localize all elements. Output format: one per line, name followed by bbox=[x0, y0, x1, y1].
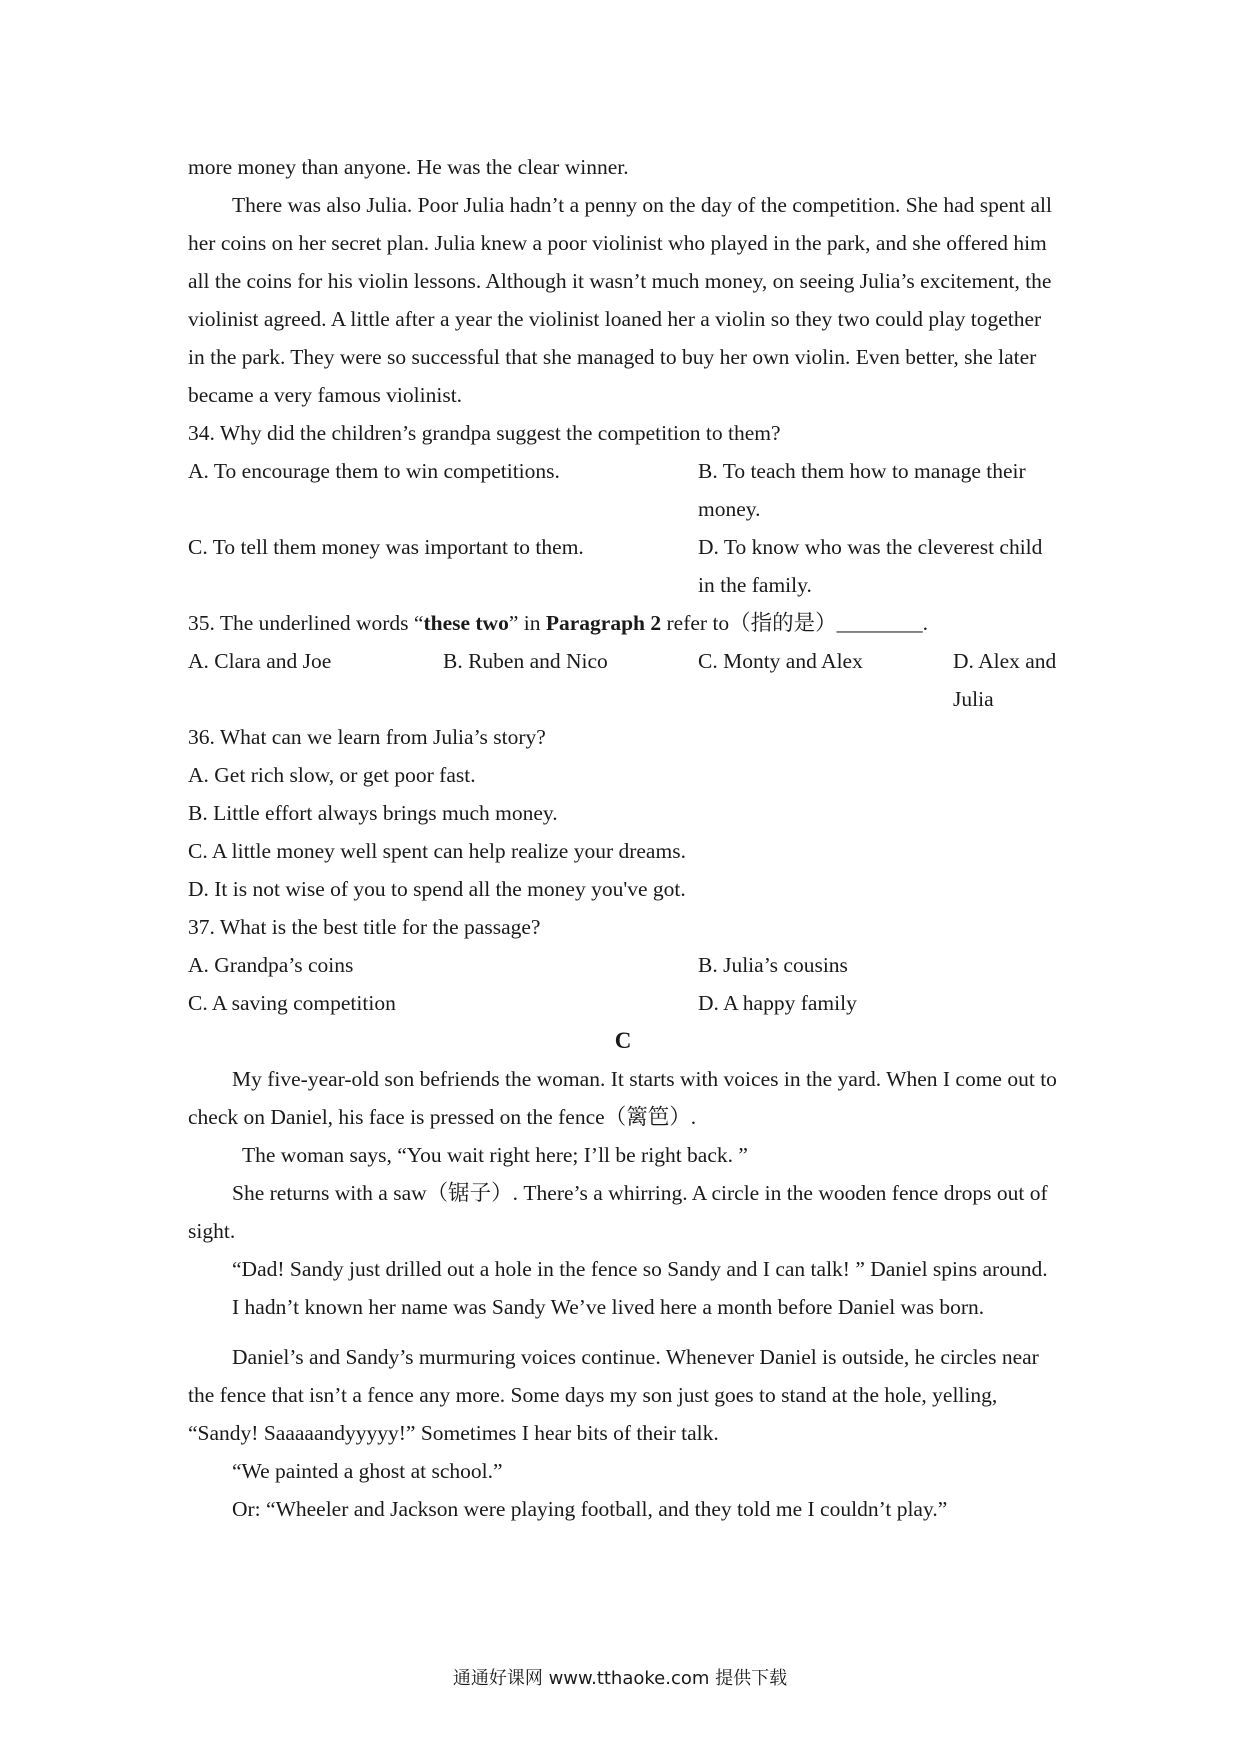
question-34-options-row1 bbox=[188, 452, 1058, 528]
question-35-text: refer to（指的是）________. bbox=[661, 611, 929, 635]
question-37-options-row2 bbox=[188, 984, 1058, 1022]
question-35-bold-phrase: these two bbox=[423, 611, 509, 635]
passage-b-paragraph: more money than anyone. He was the clear winner. bbox=[188, 155, 629, 179]
option-a: A. To encourage them to win competitions. bbox=[188, 459, 560, 483]
question-34-options-row2 bbox=[188, 528, 1058, 604]
option-a: A. Clara and Joe bbox=[188, 649, 332, 673]
question-35-options bbox=[188, 642, 1058, 718]
question-37-options-row1 bbox=[188, 946, 1058, 984]
question-35-text: 35. The underlined words “ bbox=[188, 611, 424, 635]
section-c-paragraph: Or: “Wheeler and Jackson were playing football, and they told me I couldn’t play.” bbox=[232, 1497, 948, 1521]
option-b: B. Ruben and Nico bbox=[443, 649, 608, 673]
section-c-paragraph: “Dad! Sandy just drilled out a hole in the fence so Sandy and I can talk! ” Daniel spins around. bbox=[232, 1257, 1048, 1281]
question-35-bold-paragraph: Paragraph 2 bbox=[545, 611, 662, 635]
passage-b-paragraph: There was also Julia. Poor Julia hadn’t a penny on the day of the competition. She had spent all her coins on her secret plan. Julia knew a poor violinist who played in the park, and she offered him all the coins for his violin lessons. Although it wasn’t much money, on seeing Julia’s excitement, the violinist agreed. A little after a year the violinist loaned her a violin so they two could play together in the park. They were so successful that she managed to buy her own violin. Even better, she later became a very famous violinist. bbox=[188, 193, 1053, 407]
option-c: C. To tell them money was important to them. bbox=[188, 535, 584, 559]
option-b: B. Julia’s cousins bbox=[698, 953, 848, 977]
question-35-stem bbox=[188, 604, 1058, 642]
section-c-paragraph: “We painted a ghost at school.” bbox=[232, 1459, 503, 1483]
section-c-paragraph: She returns with a saw（锯子）. There’s a whirring. A circle in the wooden fence drops out of sight. bbox=[188, 1181, 1048, 1243]
option-c: C. A little money well spent can help realize your dreams. bbox=[188, 839, 686, 863]
option-d: D. A happy family bbox=[698, 991, 857, 1015]
section-c-paragraph: My five-year-old son befriends the woman. It starts with voices in the yard. When I come out to check on Daniel, his face is pressed on the fence（篱笆）. bbox=[188, 1067, 1057, 1129]
page-footer: 通通好课网 www.tthaoke.com 提供下载 bbox=[452, 1668, 788, 1689]
option-b: B. Little effort always brings much money. bbox=[188, 801, 558, 825]
document-page bbox=[188, 148, 1058, 1528]
question-36-stem: 36. What can we learn from Julia’s story? bbox=[188, 725, 546, 749]
option-d: D. It is not wise of you to spend all the money you've got. bbox=[188, 877, 686, 901]
section-c-paragraph: Daniel’s and Sandy’s murmuring voices continue. Whenever Daniel is outside, he circles near the fence that isn’t a fence any more. Some days my son just goes to stand at the hole, yelling, “Sandy! Saaaaandyyyyy!” Sometimes I hear bits of their talk. bbox=[188, 1345, 1039, 1445]
option-a: A. Get rich slow, or get poor fast. bbox=[188, 763, 476, 787]
question-35-text: ” in bbox=[508, 611, 546, 635]
option-c: C. A saving competition bbox=[188, 991, 396, 1015]
option-d: D. To know who was the cleverest child in the family. bbox=[698, 535, 1043, 597]
option-a: A. Grandpa’s coins bbox=[188, 953, 354, 977]
question-37-stem: 37. What is the best title for the passage? bbox=[188, 915, 541, 939]
section-c-paragraph: The woman says, “You wait right here; I’ll be right back. ” bbox=[242, 1143, 748, 1167]
option-b: B. To teach them how to manage their money. bbox=[698, 459, 1026, 521]
question-34-stem: 34. Why did the children’s grandpa suggest the competition to them? bbox=[188, 421, 781, 445]
section-c-paragraph: I hadn’t known her name was Sandy We’ve lived here a month before Daniel was born. bbox=[232, 1295, 985, 1319]
option-c: C. Monty and Alex bbox=[698, 649, 863, 673]
section-c-title: C bbox=[614, 1028, 632, 1053]
option-d: D. Alex and Julia bbox=[953, 649, 1057, 711]
